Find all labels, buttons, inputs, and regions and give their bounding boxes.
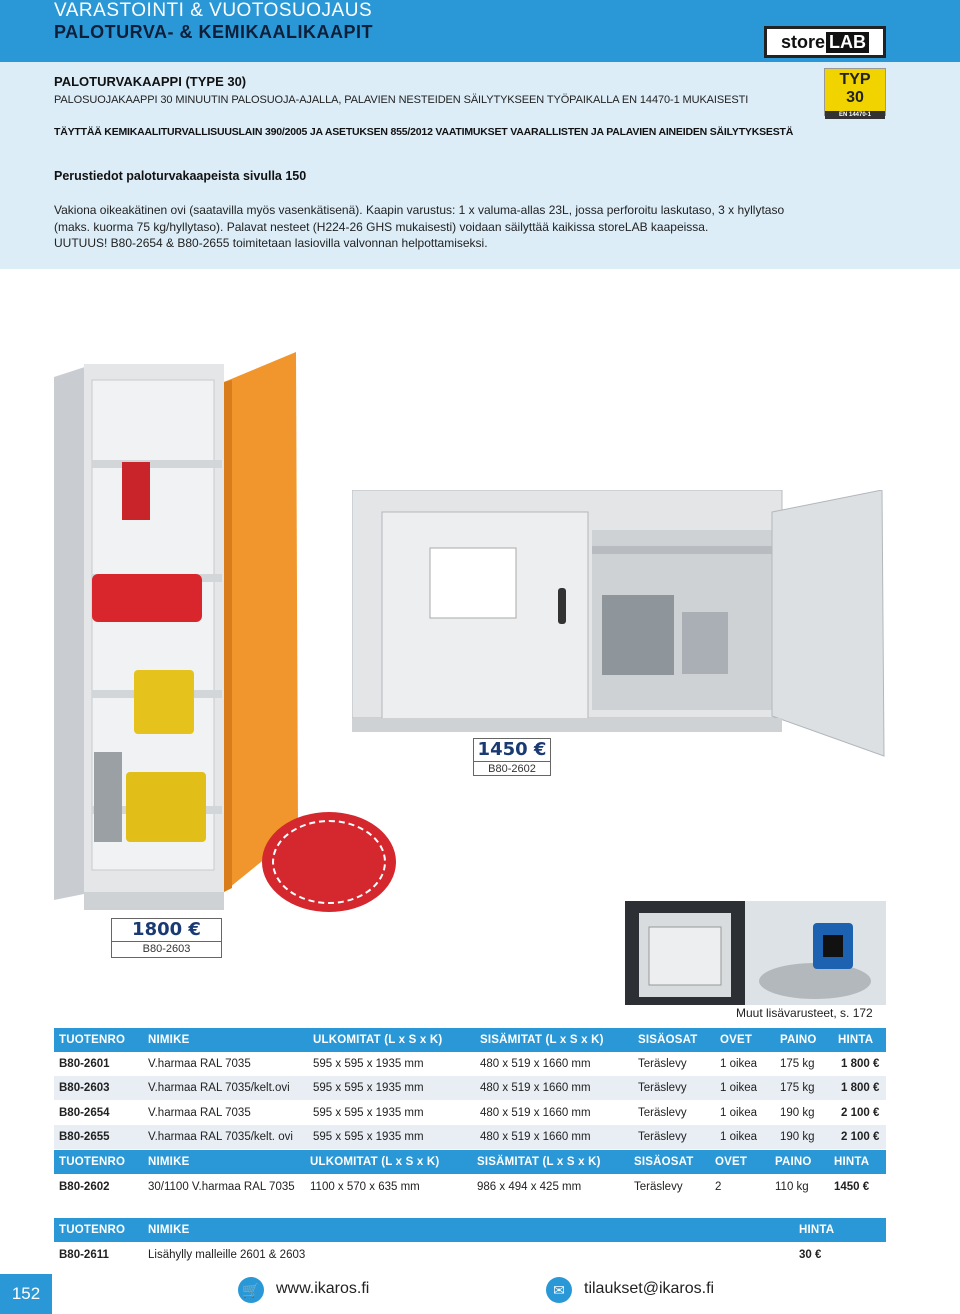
col-header: HINTA (834, 1156, 870, 1168)
cell: 1 oikea (720, 1131, 758, 1143)
cell: V.harmaa RAL 7035/kelt. ovi (148, 1131, 293, 1143)
cell: 480 x 519 x 1660 mm (480, 1058, 591, 1070)
col-header: TUOTENRO (59, 1156, 126, 1168)
tall-cabinet-image (54, 352, 304, 912)
cell: 175 kg (780, 1082, 815, 1094)
cell: 2 100 € (841, 1131, 880, 1143)
logo-text-b: LAB (826, 32, 869, 53)
cell: 595 x 595 x 1935 mm (313, 1082, 424, 1094)
col-header: OVET (720, 1034, 753, 1046)
cell: 986 x 494 x 425 mm (477, 1181, 582, 1193)
table-row (54, 1052, 886, 1076)
col-header: SISÄOSAT (634, 1156, 694, 1168)
shopping-cart-icon: 🛒 (238, 1277, 264, 1303)
cell: Teräslevy (638, 1082, 687, 1094)
envelope-icon: ✉ (546, 1277, 572, 1303)
col-header: SISÄMITAT (L x S x K) (480, 1034, 604, 1046)
description (54, 202, 914, 252)
product-subtitle: PALOSUOJAKAAPPI 30 MINUUTIN PALOSUOJA-AJALLA, PALAVIEN NESTEIDEN SÄILYTYKSEEN TYÖPAIKALLA EN 14470-1 MUKAISESTI (54, 94, 749, 106)
table-row (54, 1175, 886, 1199)
col-header: SISÄOSAT (638, 1034, 698, 1046)
section-title: PALOTURVA- & KEMIKAALIKAAPIT (54, 22, 373, 42)
price-tag-b80-2603 (111, 918, 222, 958)
col-header: NIMIKE (148, 1156, 190, 1168)
basics-reference: Perustiedot paloturvakaapeista sivulla 150 (54, 169, 307, 183)
col-header: OVET (715, 1156, 748, 1168)
table-header (54, 1218, 886, 1242)
col-header: SISÄMITAT (L x S x K) (477, 1156, 601, 1168)
cell: 1 oikea (720, 1107, 758, 1119)
col-header: ULKOMITAT (L x S x K) (310, 1156, 440, 1168)
col-header: ULKOMITAT (L x S x K) (313, 1034, 443, 1046)
page-header (0, 0, 960, 62)
price-amount: 1450 € (477, 739, 547, 760)
cell: 30/1100 V.harmaa RAL 7035 (148, 1181, 295, 1193)
cell: 480 x 519 x 1660 mm (480, 1131, 591, 1143)
cell: 30 € (799, 1249, 822, 1261)
cell: 2 100 € (841, 1107, 880, 1119)
low-cabinet-image (352, 490, 888, 760)
cell: B80-2655 (59, 1131, 110, 1143)
cell: V.harmaa RAL 7035 (148, 1107, 251, 1119)
col-header: TUOTENRO (59, 1224, 126, 1236)
cell: 1 oikea (720, 1082, 758, 1094)
price-code: B80-2602 (474, 761, 550, 777)
cell: V.harmaa RAL 7035 (148, 1058, 251, 1070)
cell: B80-2602 (59, 1181, 110, 1193)
email-link[interactable]: tilaukset@ikaros.fi (584, 1280, 715, 1297)
cell: Lisähylly malleille 2601 & 2603 (148, 1249, 306, 1261)
table-row (54, 1101, 886, 1125)
cell: 1 800 € (841, 1082, 880, 1094)
logo-text-a: store (780, 31, 825, 52)
cell: Teräslevy (634, 1181, 683, 1193)
cell: 190 kg (780, 1107, 815, 1119)
cell: B80-2603 (59, 1082, 110, 1094)
cell: V.harmaa RAL 7035/kelt.ovi (148, 1082, 290, 1094)
table-row (54, 1243, 886, 1267)
cell: 595 x 595 x 1935 mm (313, 1107, 424, 1119)
accessories-note: Muut lisävarusteet, s. 172 (736, 1006, 873, 1020)
certificate-seal (262, 812, 396, 912)
col-header: NIMIKE (148, 1224, 190, 1236)
cell: B80-2601 (59, 1058, 110, 1070)
table-header (54, 1028, 886, 1052)
website-link[interactable]: www.ikaros.fi (276, 1280, 370, 1297)
col-header: TUOTENRO (59, 1034, 126, 1046)
cell: 595 x 595 x 1935 mm (313, 1058, 424, 1070)
badge-line1: TYP (839, 71, 871, 88)
typ30-badge (824, 68, 886, 116)
cell: 1100 x 570 x 635 mm (310, 1181, 420, 1193)
cell: 1450 € (834, 1181, 870, 1193)
col-header: HINTA (799, 1224, 835, 1236)
badge-line3: EN 14470-1 (825, 111, 885, 119)
cell: Teräslevy (638, 1131, 687, 1143)
cell: 190 kg (780, 1131, 815, 1143)
cell: 2 (715, 1181, 722, 1193)
desc-line-1: Vakiona oikeakätinen ovi (saatavilla myös vasenkätisenä). Kaapin varustus: 1 x valuma-allas 23L, jossa perforoitu laskutaso, 3 x hyllytaso (54, 203, 785, 217)
accessory-image-shelf (625, 901, 745, 1005)
col-header: PAINO (775, 1156, 812, 1168)
cell: 595 x 595 x 1935 mm (313, 1131, 424, 1143)
table-header (54, 1150, 886, 1174)
cell: B80-2654 (59, 1107, 110, 1119)
col-header: HINTA (838, 1034, 874, 1046)
price-amount: 1800 € (132, 919, 201, 940)
cell: B80-2611 (59, 1249, 109, 1261)
product-title: PALOTURVAKAAPPI (TYPE 30) (54, 74, 247, 89)
cell: 1 oikea (720, 1058, 758, 1070)
storelab-logo (764, 26, 886, 58)
price-tag-b80-2602 (473, 738, 551, 776)
cell: Teräslevy (638, 1058, 687, 1070)
page-number: 152 (0, 1274, 52, 1314)
category-title: VARASTOINTI & VUOTOSUOJAUS (54, 0, 373, 21)
col-header: PAINO (780, 1034, 817, 1046)
cell: 110 kg (775, 1181, 809, 1193)
cell: 480 x 519 x 1660 mm (480, 1107, 591, 1119)
accessory-image-ventilator (745, 901, 886, 1005)
table-row (54, 1076, 886, 1100)
cell: 175 kg (780, 1058, 815, 1070)
cell: Teräslevy (638, 1107, 687, 1119)
cell: 480 x 519 x 1660 mm (480, 1082, 591, 1094)
price-code: B80-2603 (112, 941, 221, 957)
cell: 1 800 € (841, 1058, 880, 1070)
col-header: NIMIKE (148, 1034, 190, 1046)
badge-line2: 30 (846, 89, 864, 106)
desc-line-2: (maks. kuorma 75 kg/hyllytaso). Palavat nesteet (H224-26 GHS mukaisesti) voidaan säilyttää kaikissa storeLAB kaapeissa. (54, 219, 709, 234)
compliance-text: TÄYTTÄÄ KEMIKAALITURVALLISUUSLAIN 390/2005 JA ASETUKSEN 855/2012 VAATIMUKSET VAARALLISTEN JA PALAVIEN AINEIDEN SÄILYTYKSESTÄ (54, 126, 794, 138)
seal-ring (272, 820, 386, 904)
desc-line-3: UUTUUS! B80-2654 & B80-2655 toimitetaan lasiovilla valvonnan helpottamiseksi. (54, 236, 488, 250)
table-row (54, 1125, 886, 1149)
